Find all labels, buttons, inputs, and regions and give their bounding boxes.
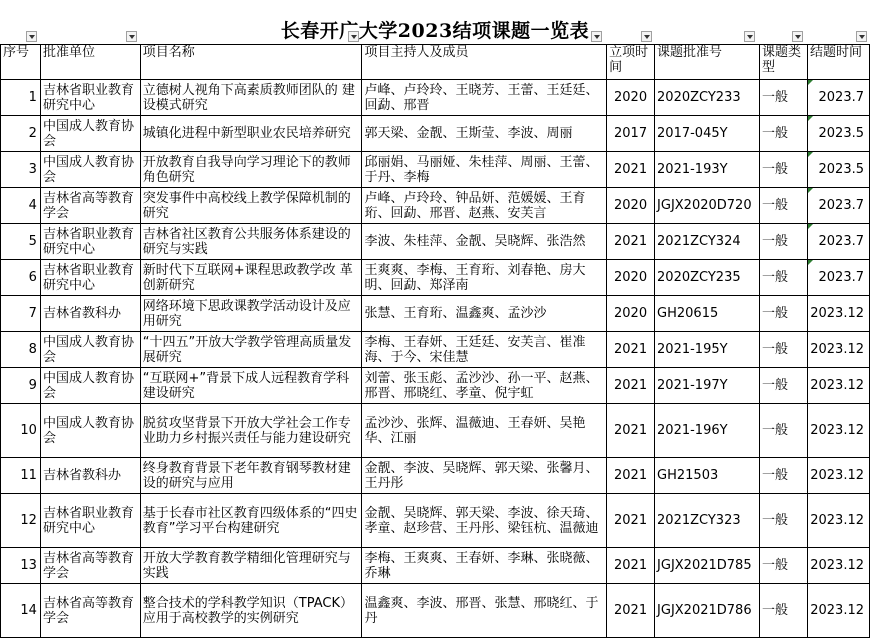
unit-cell[interactable]: 吉林省高等教育学会 (40, 188, 140, 224)
project-type-cell[interactable]: 一般 (760, 368, 808, 404)
row-number-cell[interactable]: 4 (1, 188, 41, 224)
unit-cell[interactable]: 吉林省高等教育学会 (40, 584, 140, 638)
members-cell[interactable]: 刘蕾、张玉彪、孟沙沙、孙一平、赵燕、邢晋、邢晓红、孝童、倪宇虹 (362, 368, 607, 404)
members-cell[interactable]: 金靓、李波、吴晓辉、郭天梁、张馨月、王丹彤 (362, 458, 607, 494)
project-name-cell[interactable]: 网络环境下思政课教学活动设计及应用研究 (140, 296, 362, 332)
approval-code-cell[interactable]: GH20615 (655, 296, 760, 332)
members-cell[interactable]: 邱丽娟、马丽娅、朱桂萍、周丽、王蕾、于丹、李梅 (362, 152, 607, 188)
row-number-cell[interactable]: 3 (1, 152, 41, 188)
year-cell[interactable]: 2020 (607, 260, 655, 296)
project-type-cell[interactable]: 一般 (760, 260, 808, 296)
project-name-cell[interactable]: 终身教育背景下老年教育钢琴教材建设的研究与应用 (140, 458, 362, 494)
members-cell[interactable]: 卢峰、卢玲玲、王晓芳、王蕾、王廷廷、回勐、邢晋 (362, 80, 607, 116)
col-header-unit[interactable]: 批准单位 (40, 45, 140, 80)
approval-code-cell[interactable]: 2017-045Y (655, 116, 760, 152)
project-type-cell[interactable]: 一般 (760, 458, 808, 494)
table-row (1, 458, 870, 494)
table-row (1, 404, 870, 458)
col-header-year[interactable]: 立项时间 (607, 45, 655, 80)
project-type-cell[interactable]: 一般 (760, 548, 808, 584)
end-date-cell[interactable]: 2023.7 (807, 188, 869, 224)
table-row (1, 584, 870, 638)
project-name-cell[interactable]: 开放教育自我导向学习理论下的教师角色研究 (140, 152, 362, 188)
approval-code-cell[interactable]: 2021ZCY324 (655, 224, 760, 260)
project-type-cell[interactable]: 一般 (760, 116, 808, 152)
members-cell[interactable]: 温鑫爽、李波、邢晋、张慧、邢晓红、于丹 (362, 584, 607, 638)
members-cell[interactable]: 李梅、王春妍、王廷廷、安芙言、崔准海、于今、宋佳慧 (362, 332, 607, 368)
unit-cell[interactable]: 吉林省职业教育研究中心 (40, 260, 140, 296)
end-date-cell[interactable]: 2023.12 (807, 584, 869, 638)
end-date-cell[interactable]: 2023.7 (807, 80, 869, 116)
table-row (1, 494, 870, 548)
approval-code-cell[interactable]: 2021-195Y (655, 332, 760, 368)
row-number-cell[interactable]: 8 (1, 332, 41, 368)
unit-cell[interactable]: 吉林省职业教育研究中心 (40, 80, 140, 116)
approval-code-cell[interactable]: 2020ZCY235 (655, 260, 760, 296)
row-number-cell[interactable]: 13 (1, 548, 41, 584)
project-type-cell[interactable]: 一般 (760, 494, 808, 548)
row-number-cell[interactable]: 12 (1, 494, 41, 548)
row-number-cell[interactable]: 14 (1, 584, 41, 638)
col-header-members[interactable]: 项目主持人及成员 (362, 45, 607, 80)
end-date-cell[interactable]: 2023.12 (807, 332, 869, 368)
unit-cell[interactable]: 吉林省高等教育学会 (40, 548, 140, 584)
year-cell[interactable]: 2021 (607, 332, 655, 368)
col-header-type[interactable]: 课题类型 (760, 45, 808, 80)
project-name-cell[interactable]: “互联网+”背景下成人远程教育学科建设研究 (140, 368, 362, 404)
end-date-cell[interactable]: 2023.12 (807, 458, 869, 494)
project-type-cell[interactable]: 一般 (760, 404, 808, 458)
end-date-cell[interactable]: 2023.12 (807, 548, 869, 584)
project-type-cell[interactable]: 一般 (760, 188, 808, 224)
project-type-cell[interactable]: 一般 (760, 584, 808, 638)
table-row (1, 188, 870, 224)
approval-code-cell[interactable]: GH21503 (655, 458, 760, 494)
table-header-row (1, 45, 870, 80)
table-row (1, 224, 870, 260)
project-name-cell[interactable]: 基于长春市社区教育四级体系的“四史教育”学习平台构建研究 (140, 494, 362, 548)
project-type-cell[interactable]: 一般 (760, 332, 808, 368)
approval-code-cell[interactable]: JGJX2021D785 (655, 548, 760, 584)
col-header-no[interactable]: 序号 (1, 45, 41, 80)
row-number-cell[interactable]: 2 (1, 116, 41, 152)
table-row (1, 368, 870, 404)
members-cell[interactable]: 王爽爽、李梅、王育珩、刘春艳、房大明、回勐、郑泽南 (362, 260, 607, 296)
project-name-cell[interactable]: 城镇化进程中新型职业农民培养研究 (140, 116, 362, 152)
year-cell[interactable]: 2021 (607, 152, 655, 188)
unit-cell[interactable]: 吉林省职业教育研究中心 (40, 224, 140, 260)
project-type-cell[interactable]: 一般 (760, 152, 808, 188)
unit-cell[interactable]: 中国成人教育协会 (40, 116, 140, 152)
members-cell[interactable]: 李梅、王爽爽、王春妍、李琳、张晓薇、乔琳 (362, 548, 607, 584)
unit-cell[interactable]: 中国成人教育协会 (40, 368, 140, 404)
members-cell[interactable]: 郭天梁、金靓、王斯莹、李波、周丽 (362, 116, 607, 152)
row-number-cell[interactable]: 6 (1, 260, 41, 296)
table-row (1, 80, 870, 116)
members-cell[interactable]: 卢峰、卢玲玲、钟品妍、范媛媛、王育珩、回勐、邢晋、赵燕、安芙言 (362, 188, 607, 224)
end-date-cell[interactable]: 2023.5 (807, 152, 869, 188)
col-header-end[interactable]: 结题时间 (807, 45, 869, 80)
project-name-cell[interactable]: 立德树人视角下高素质教师团队的 建设模式研究 (140, 80, 362, 116)
approval-code-cell[interactable]: 2021-196Y (655, 404, 760, 458)
approval-code-cell[interactable]: 2021-193Y (655, 152, 760, 188)
end-date-cell[interactable]: 2023.7 (807, 224, 869, 260)
unit-cell[interactable]: 中国成人教育协会 (40, 404, 140, 458)
year-cell[interactable]: 2021 (607, 224, 655, 260)
unit-cell[interactable]: 中国成人教育协会 (40, 332, 140, 368)
col-header-name[interactable]: 项目名称 (140, 45, 362, 80)
project-name-cell[interactable]: 新时代下互联网+课程思政教学改 革创新研究 (140, 260, 362, 296)
table-row (1, 260, 870, 296)
approval-code-cell[interactable]: 2020ZCY233 (655, 80, 760, 116)
end-date-cell[interactable]: 2023.12 (807, 494, 869, 548)
filter-bar (0, 0, 870, 44)
table-row (1, 296, 870, 332)
end-date-cell[interactable]: 2023.12 (807, 296, 869, 332)
table-row (1, 332, 870, 368)
project-table (0, 44, 870, 638)
approval-code-cell[interactable]: 2021ZCY323 (655, 494, 760, 548)
page-title: 长春开广大学2023结项课题一览表 (280, 20, 590, 42)
approval-code-cell[interactable]: JGJX2021D786 (655, 584, 760, 638)
project-name-cell[interactable]: 整合技术的学科教学知识（TPACK）应用于高校教学的实例研究 (140, 584, 362, 638)
project-name-cell[interactable]: 吉林省社区教育公共服务体系建设的研究与实践 (140, 224, 362, 260)
project-name-cell[interactable]: 开放大学教育教学精细化管理研究与实践 (140, 548, 362, 584)
table-row (1, 116, 870, 152)
project-type-cell[interactable]: 一般 (760, 224, 808, 260)
project-type-cell[interactable]: 一般 (760, 80, 808, 116)
unit-cell[interactable]: 吉林省教科办 (40, 458, 140, 494)
year-cell[interactable]: 2021 (607, 368, 655, 404)
table-row (1, 152, 870, 188)
row-number-cell[interactable]: 10 (1, 404, 41, 458)
approval-code-cell[interactable]: JGJX2020D720 (655, 188, 760, 224)
project-name-cell[interactable]: “十四五”开放大学教学管理高质量发展研究 (140, 332, 362, 368)
end-date-cell[interactable]: 2023.5 (807, 116, 869, 152)
year-cell[interactable]: 2021 (607, 458, 655, 494)
year-cell[interactable]: 2021 (607, 584, 655, 638)
row-number-cell[interactable]: 5 (1, 224, 41, 260)
year-cell[interactable]: 2021 (607, 548, 655, 584)
year-cell[interactable]: 2020 (607, 188, 655, 224)
unit-cell[interactable]: 中国成人教育协会 (40, 152, 140, 188)
year-cell[interactable]: 2020 (607, 80, 655, 116)
year-cell[interactable]: 2021 (607, 404, 655, 458)
year-cell[interactable]: 2020 (607, 296, 655, 332)
col-header-code[interactable]: 课题批准号 (655, 45, 760, 80)
members-cell[interactable]: 孟沙沙、张辉、温薇迪、王春妍、吴艳华、江丽 (362, 404, 607, 458)
approval-code-cell[interactable]: 2021-197Y (655, 368, 760, 404)
project-name-cell[interactable]: 脱贫攻坚背景下开放大学社会工作专业助力乡村振兴责任与能力建设研究 (140, 404, 362, 458)
members-cell[interactable]: 金靓、吴晓辉、郭天梁、李波、徐天琦、孝童、赵珍营、王丹彤、梁钰杭、温薇迪 (362, 494, 607, 548)
unit-cell[interactable]: 吉林省教科办 (40, 296, 140, 332)
end-date-cell[interactable]: 2023.12 (807, 368, 869, 404)
end-date-cell[interactable]: 2023.12 (807, 404, 869, 458)
end-date-cell[interactable]: 2023.7 (807, 260, 869, 296)
row-number-cell[interactable]: 11 (1, 458, 41, 494)
year-cell[interactable]: 2017 (607, 116, 655, 152)
members-cell[interactable]: 李波、朱桂萍、金靓、吴晓辉、张浩然 (362, 224, 607, 260)
year-cell[interactable]: 2021 (607, 494, 655, 548)
unit-cell[interactable]: 吉林省职业教育研究中心 (40, 494, 140, 548)
row-number-cell[interactable]: 9 (1, 368, 41, 404)
table-row (1, 548, 870, 584)
row-number-cell[interactable]: 7 (1, 296, 41, 332)
members-cell[interactable]: 张慧、王育珩、温鑫爽、孟沙沙 (362, 296, 607, 332)
row-number-cell[interactable]: 1 (1, 80, 41, 116)
project-name-cell[interactable]: 突发事件中高校线上教学保障机制的研究 (140, 188, 362, 224)
project-type-cell[interactable]: 一般 (760, 296, 808, 332)
